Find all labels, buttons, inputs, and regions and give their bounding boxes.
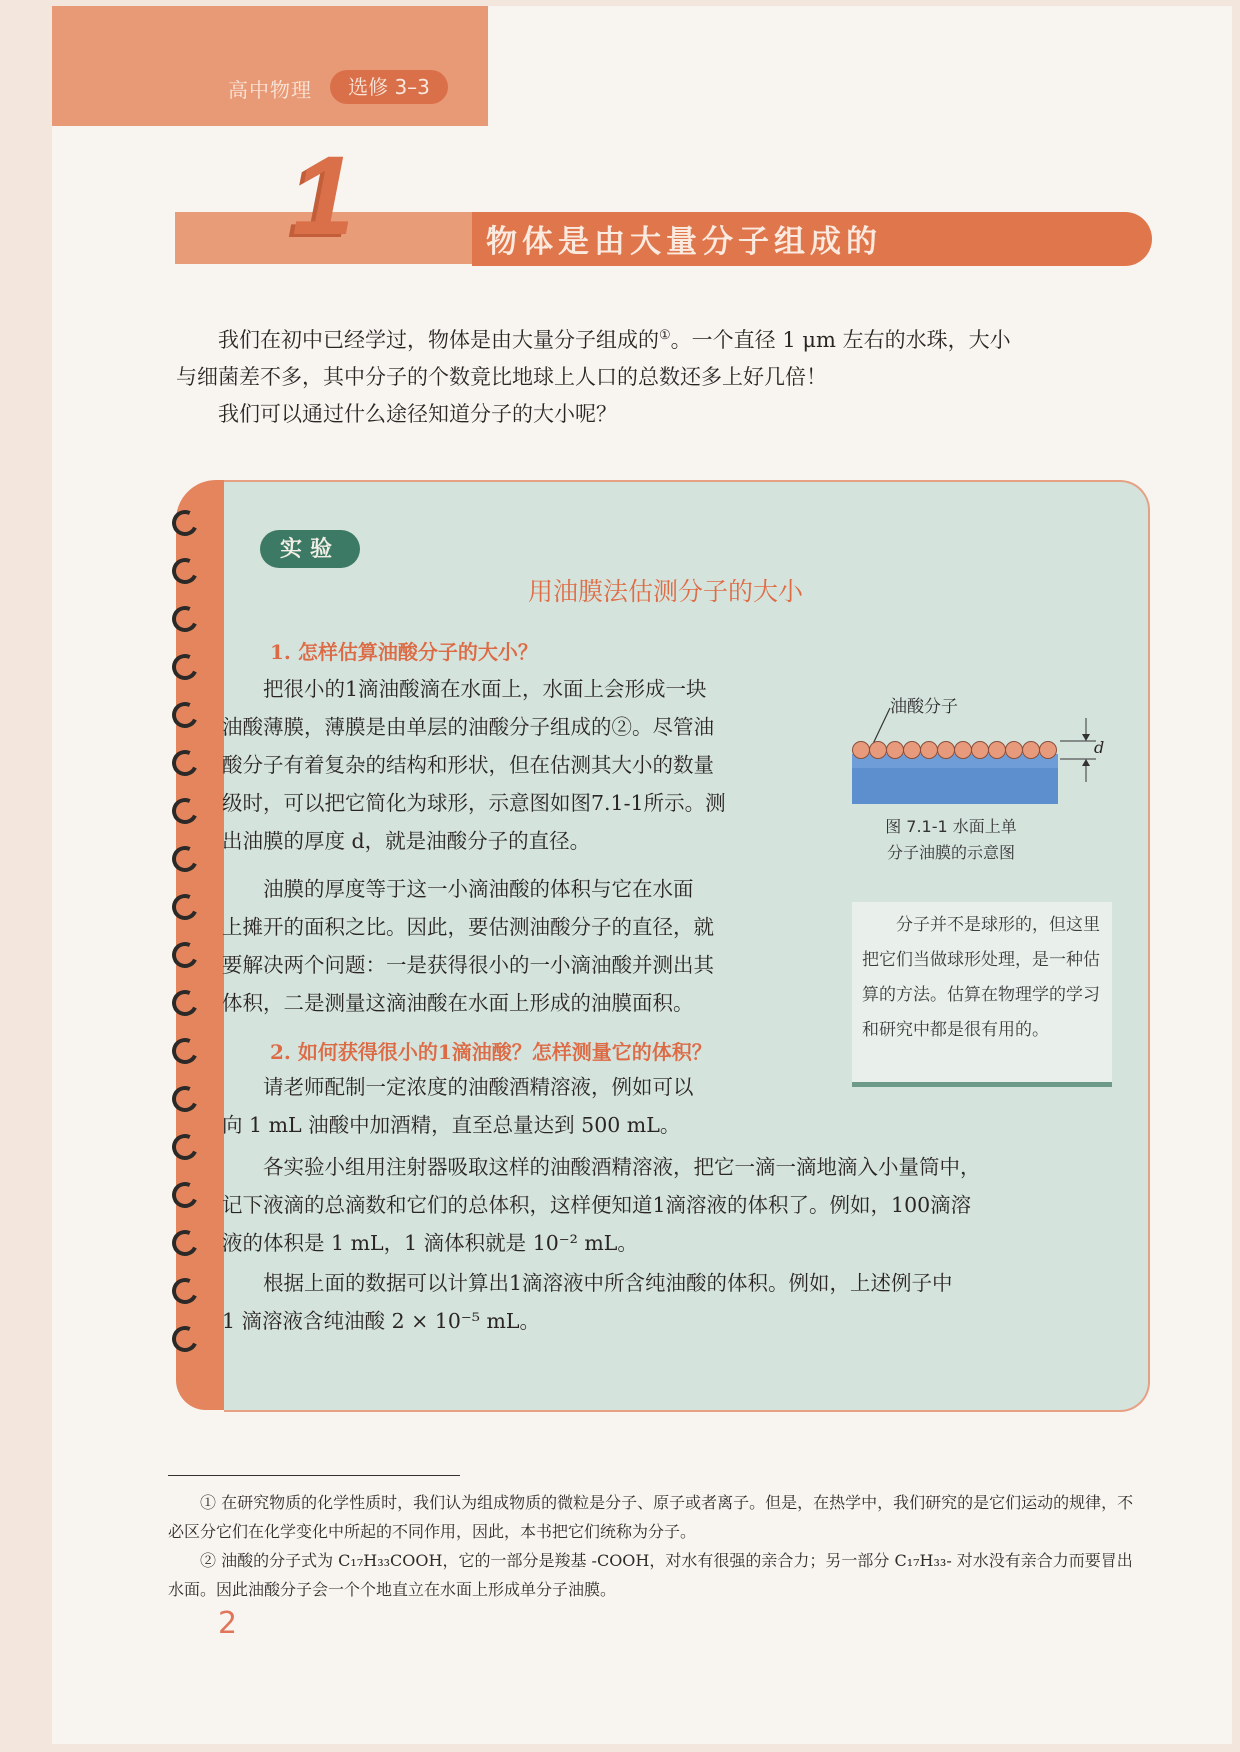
side-note-text: 分子并不是球形的，但这里把它们当做球形处理，是一种估算的方法。估算在物理学的学习和研究中都是很有用的。 <box>862 915 1100 1040</box>
intro-text <box>176 317 1156 433</box>
header-subject: 高中物理 <box>228 78 312 102</box>
intro-paragraph-1: 我们在初中已经学过，物体是由大量分子组成的①。一个直径 1 μm 左右的水珠，大小 <box>218 328 1011 352</box>
figure-molecule-label: 油酸分子 <box>890 697 958 717</box>
experiment-tag: 实验 <box>260 530 360 568</box>
figure-caption: 图 7.1-1 水面上单 分子油膜的示意图 <box>885 817 1017 862</box>
footnote-2: ② 油酸的分子式为 C₁₇H₃₃COOH，它的一部分是羧基 -COOH，对水有很强的亲合力；另一部分 C₁₇H₃₃- 对水没有亲合力而要冒出水面。因此油酸分子会一个个地直立在水面上形成单分子油膜。 <box>168 1551 1133 1599</box>
section-1-paragraph-2: 油膜的厚度等于这一小滴油酸的体积与它在水面 上摊开的面积之比。因此，要估测油酸分子的直径，就 要解决两个问题：一是获得很小的一小滴油酸并测出其 体积，二是测量这滴油酸在水面上形成的油膜面积。 <box>222 877 714 1015</box>
section-1-paragraph-1: 把很小的1滴油酸滴在水面上，水面上会形成一块 油酸薄膜，薄膜是由单层的油酸分子组成的②。尽管油 酸分子有着复杂的结构和形状，但在估测其大小的数量 级时，可以把它简化为球形，示意图如图7.1-1所示。测 出油膜的厚度 d，就是油酸分子的直径。 <box>222 677 726 853</box>
chapter-title: 物体是由大量分子组成的 <box>486 224 882 260</box>
section-2-paragraph-3: 根据上面的数据可以计算出1滴溶液中所含纯油酸的体积。例如，上述例子中 1 滴溶液含纯油酸 2 × 10⁻⁵ mL。 <box>222 1271 953 1333</box>
footnote-1: ① 在研究物质的化学性质时，我们认为组成物质的微粒是分子、原子或者离子。但是，在热学中，我们研究的是它们运动的规律，不必区分它们在化学变化中所起的不同作用，因此，本书把它们统称为分子。 <box>168 1493 1134 1541</box>
oil-film-diagram-icon <box>846 682 1106 812</box>
section-2-paragraph-1: 请老师配制一定浓度的油酸酒精溶液，例如可以 向 1 mL 油酸中加酒精，直至总量达到 500 mL。 <box>222 1075 694 1137</box>
header-volume-badge: 选修 3–3 <box>330 70 448 104</box>
chapter-number: 1 <box>292 133 355 258</box>
footnote-divider <box>168 1475 460 1476</box>
intro-paragraph-1-cont: 与细菌差不多，其中分子的个数竟比地球上人口的总数还多上好几倍！ <box>176 365 827 389</box>
intro-paragraph-2: 我们可以通过什么途径知道分子的大小呢？ <box>218 402 617 426</box>
footnotes <box>168 1488 1148 1604</box>
figure-dimension-label: d <box>1094 738 1105 757</box>
section-1-heading: 1. 怎样估算油酸分子的大小？ <box>270 640 538 664</box>
page-number: 2 <box>218 1606 238 1641</box>
section-2-paragraph-2: 各实验小组用注射器吸取这样的油酸酒精溶液，把它一滴一滴地滴入小量筒中， 记下液滴的总滴数和它们的总体积，这样便知道1滴溶液的体积了。例如，100滴溶 液的体积是 1 mL，1 滴体积就是 10⁻² mL。 <box>222 1155 981 1255</box>
experiment-title: 用油膜法估测分子的大小 <box>528 577 804 606</box>
side-note <box>852 902 1112 1087</box>
footnote-ref-1[interactable]: ① <box>659 328 671 343</box>
figure-monolayer <box>846 682 1106 882</box>
section-2-heading: 2. 如何获得很小的1滴油酸？怎样测量它的体积？ <box>270 1040 712 1064</box>
header-band <box>52 6 488 126</box>
